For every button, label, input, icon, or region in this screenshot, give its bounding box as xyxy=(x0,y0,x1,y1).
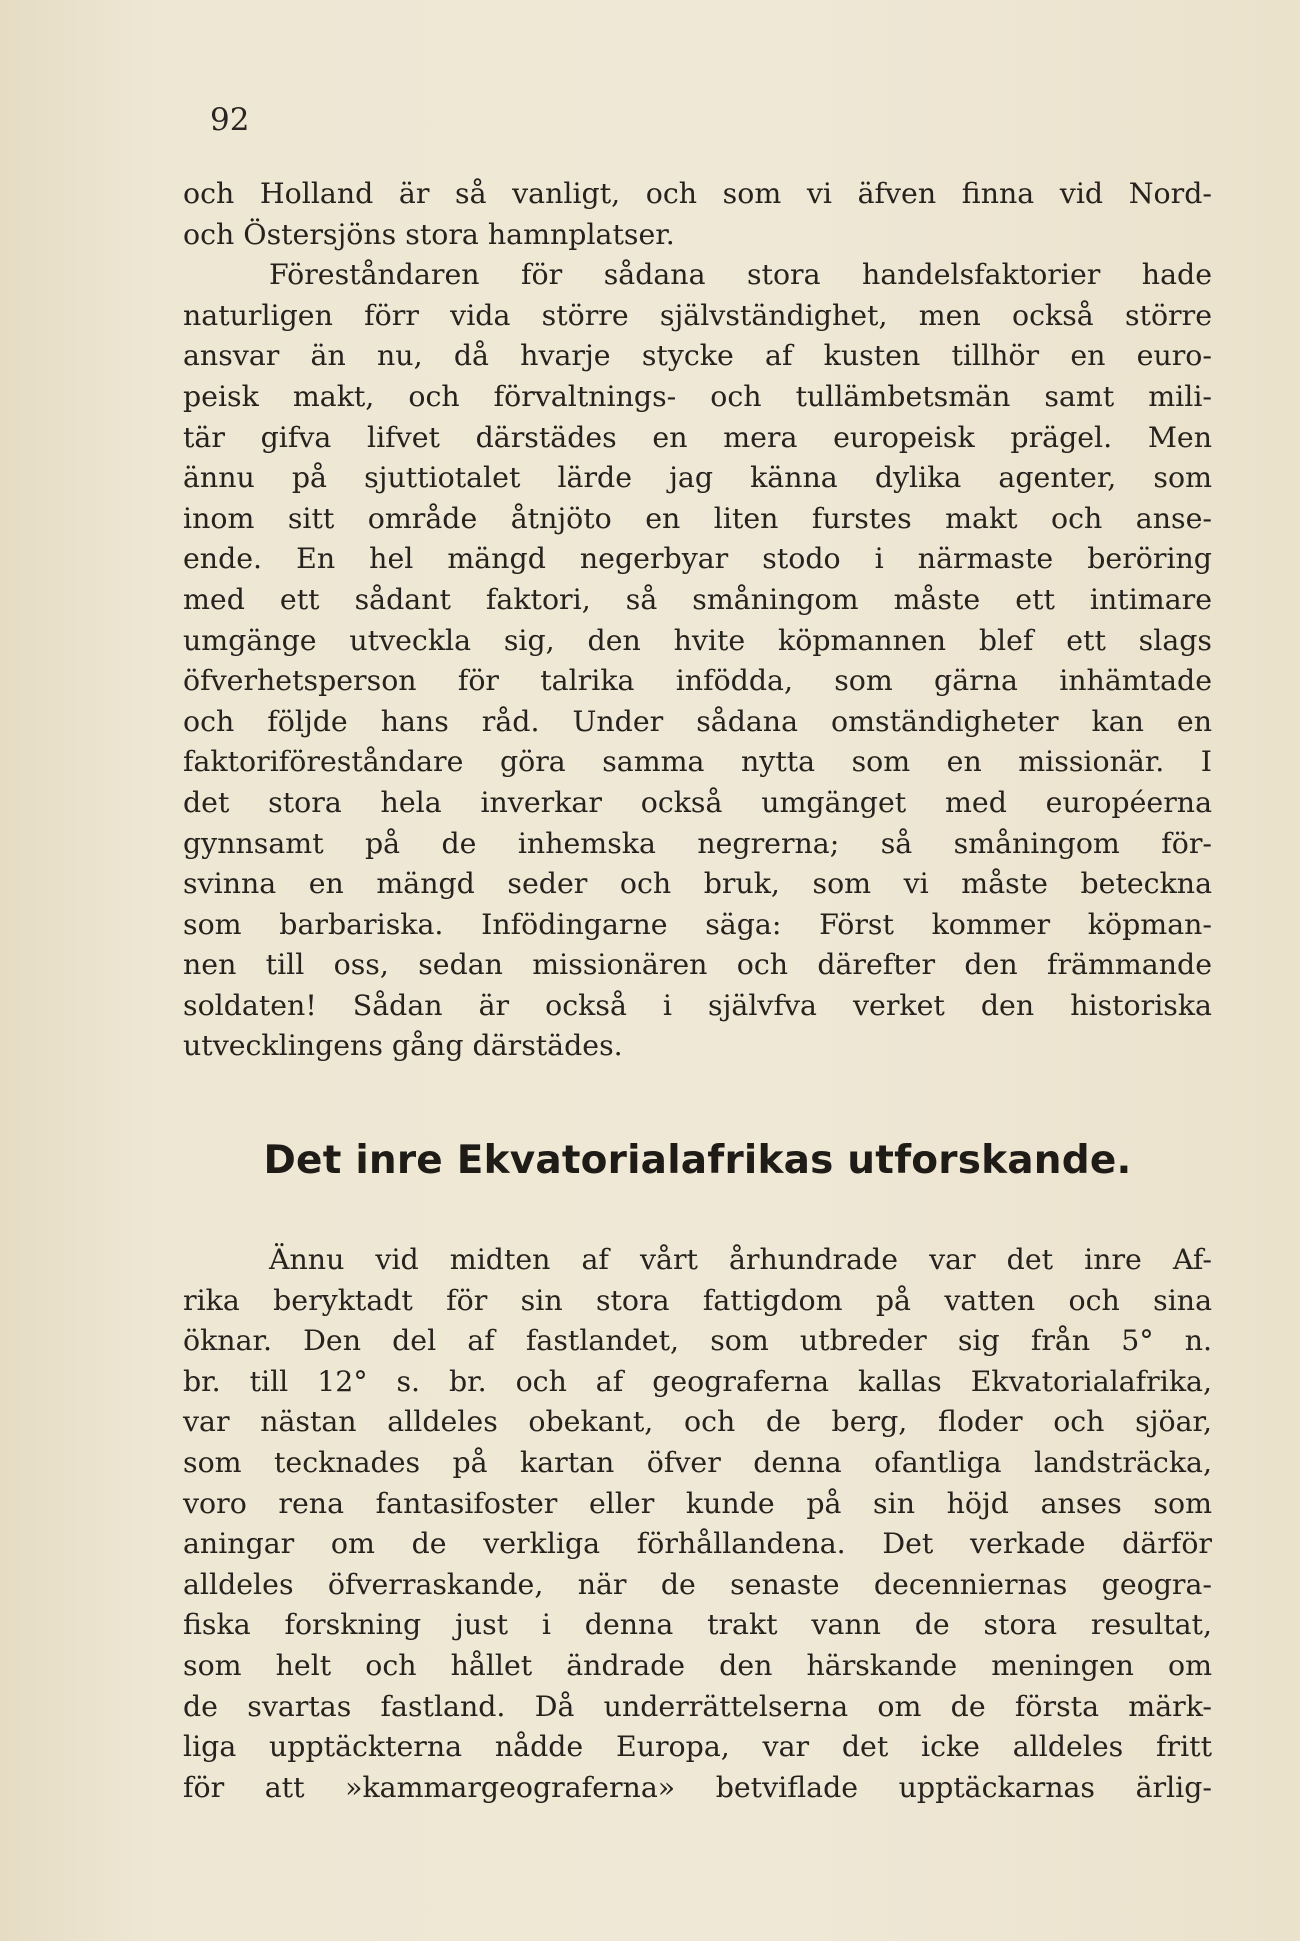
text-line: och Östersjöns stora hamnplatser. xyxy=(183,217,675,251)
paragraph-2 xyxy=(183,1240,1212,1808)
text-line: fiska forskning just i denna trakt vann de stora resultat, xyxy=(183,1608,1212,1642)
text-line: umgänge utveckla sig, den hvite köpmannen blef ett slags xyxy=(183,623,1212,657)
text-line: voro rena fantasifoster eller kunde på sin höjd anses som xyxy=(183,1486,1212,1520)
text-line: öknar. Den del af fastlandet, som utbreder sig från 5° n. xyxy=(183,1324,1212,1358)
text-line: med ett sådant faktori, så småningom måste ett intimare xyxy=(183,582,1212,616)
text-line: naturligen förr vida större självständighet, men också större xyxy=(183,298,1212,332)
text-line: Föreståndaren för sådana stora handelsfaktorier hade xyxy=(269,258,1212,292)
text-line: ansvar än nu, då hvarje stycke af kusten tillhör en euro- xyxy=(183,339,1212,373)
text-line: faktoriföreståndare göra samma nytta som en missionär. I xyxy=(183,745,1212,779)
text-line: som helt och hållet ändrade den härskande meningen om xyxy=(183,1648,1212,1682)
text-line: utvecklingens gång därstädes. xyxy=(183,1029,623,1063)
page-number: 92 xyxy=(210,102,250,138)
text-line: ännu på sjuttiotalet lärde jag känna dylika agenter, som xyxy=(183,461,1212,495)
text-line: för att »kammargeograferna» betviflade upptäckarnas ärlig- xyxy=(183,1770,1212,1804)
text-line: peisk makt, och förvaltnings- och tullämbetsmän samt mili- xyxy=(183,379,1212,413)
text-line: och följde hans råd. Under sådana omständigheter kan en xyxy=(183,704,1212,738)
text-line: öfverhetsperson för talrika infödda, som gärna inhämtade xyxy=(183,664,1212,698)
text-line: alldeles öfverraskande, när de senaste decenniernas geogra- xyxy=(183,1567,1212,1601)
section-heading: Det inre Ekvatorialafrikas utforskande. xyxy=(263,1138,1132,1183)
text-line: Ännu vid midten af vårt århundrade var det inre Af- xyxy=(269,1243,1212,1276)
text-line: de svartas fastland. Då underrättelserna om de första märk- xyxy=(183,1689,1212,1723)
text-line: tär gifva lifvet därstädes en mera europeisk prägel. Men xyxy=(183,420,1212,454)
text-line: som tecknades på kartan öfver denna ofantliga landsträcka, xyxy=(183,1445,1212,1479)
text-line: aningar om de verkliga förhållandena. Det verkade därför xyxy=(183,1527,1212,1561)
text-line: liga upptäckterna nådde Europa, var det icke alldeles fritt xyxy=(183,1730,1212,1764)
paragraph-1 xyxy=(183,174,1212,1067)
text-line: rika beryktadt för sin stora fattigdom på vatten och sina xyxy=(183,1283,1212,1317)
text-line: ende. En hel mängd negerbyar stodo i närmaste beröring xyxy=(183,542,1212,576)
text-line: gynnsamt på de inhemska negrerna; så småningom för- xyxy=(183,826,1212,860)
text-line: och Holland är så vanligt, och som vi äfven finna vid Nord- xyxy=(183,177,1212,210)
text-line: br. till 12° s. br. och af geograferna kallas Ekvatorialafrika, xyxy=(183,1364,1212,1398)
text-line: som barbariska. Infödingarne säga: Först kommer köpman- xyxy=(183,907,1212,941)
text-line: soldaten! Sådan är också i självfva verket den historiska xyxy=(183,988,1212,1022)
text-line: svinna en mängd seder och bruk, som vi måste beteckna xyxy=(183,867,1212,901)
text-line: det stora hela inverkar också umgänget med européerna xyxy=(183,785,1212,819)
text-line: var nästan alldeles obekant, och de berg, floder och sjöar, xyxy=(183,1405,1212,1439)
text-line: nen till oss, sedan missionären och därefter den främmande xyxy=(183,948,1212,982)
text-line: inom sitt område åtnjöto en liten furstes makt och anse- xyxy=(183,501,1212,535)
